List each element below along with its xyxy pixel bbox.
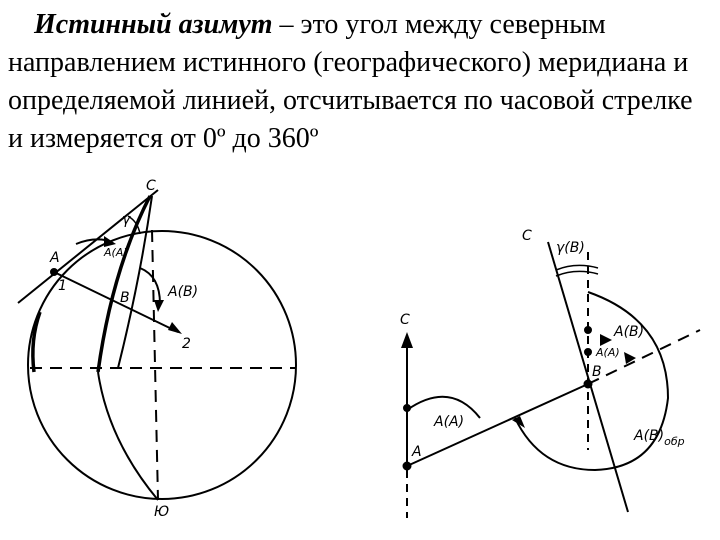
right-label-azimuth-a: A(A) [434, 414, 465, 430]
right-label-azimuth-b-back: $A(B)_{обр}$ [634, 428, 685, 448]
right-label-north-a: C [400, 312, 410, 328]
azimuth-arc-b [140, 268, 160, 304]
left-figure [18, 178, 296, 520]
left-point-a [51, 269, 57, 275]
left-label-azimuth-a: A(A) [104, 246, 128, 259]
left-label-south: Ю [154, 504, 170, 520]
right-label-back-suffix: обр [664, 435, 685, 448]
right-arrow-ab [600, 334, 612, 346]
left-label-a: A [50, 250, 60, 266]
right-label-gamma-b: γ(B) [556, 240, 585, 256]
right-point-a-mid [404, 405, 410, 411]
right-label-azimuth-b: A(B) [614, 324, 645, 340]
right-label-north-b: C [522, 228, 532, 244]
right-label-azimuth-a-at-b: A(A) [596, 346, 620, 359]
arc-a [33, 312, 40, 372]
left-label-b: B [120, 290, 130, 306]
central-meridian [152, 230, 158, 500]
left-label-gamma: γ [122, 212, 131, 228]
globe-circle [28, 231, 296, 499]
arrow-2 [168, 322, 182, 334]
right-label-a: A [412, 444, 422, 460]
right-north-arrow-a [401, 332, 413, 348]
definition-term: Истинный азимут [34, 9, 273, 40]
right-point-b-up [585, 327, 591, 333]
left-label-azimuth-b: A(B) [168, 284, 199, 300]
right-gamma-arc-2 [556, 271, 598, 276]
right-label-b: B [592, 364, 602, 380]
definition-body: – это угол между северным направлением истинного (географического) меридиана и определяемой линией, отсчитывается по часовой стрелке и измеряется от 0º до 360º [8, 9, 693, 154]
meridian-through-b-lower [98, 372, 158, 500]
right-point-a [404, 463, 411, 470]
right-gamma-arc [556, 265, 598, 270]
left-label-north: C [146, 178, 156, 194]
azimuth-arrow-b [154, 300, 164, 312]
right-point-b-up2 [585, 349, 591, 355]
right-point-b [585, 381, 592, 388]
right-figure [400, 228, 700, 518]
left-label-2: 2 [182, 336, 191, 352]
left-label-1: 1 [58, 278, 67, 294]
